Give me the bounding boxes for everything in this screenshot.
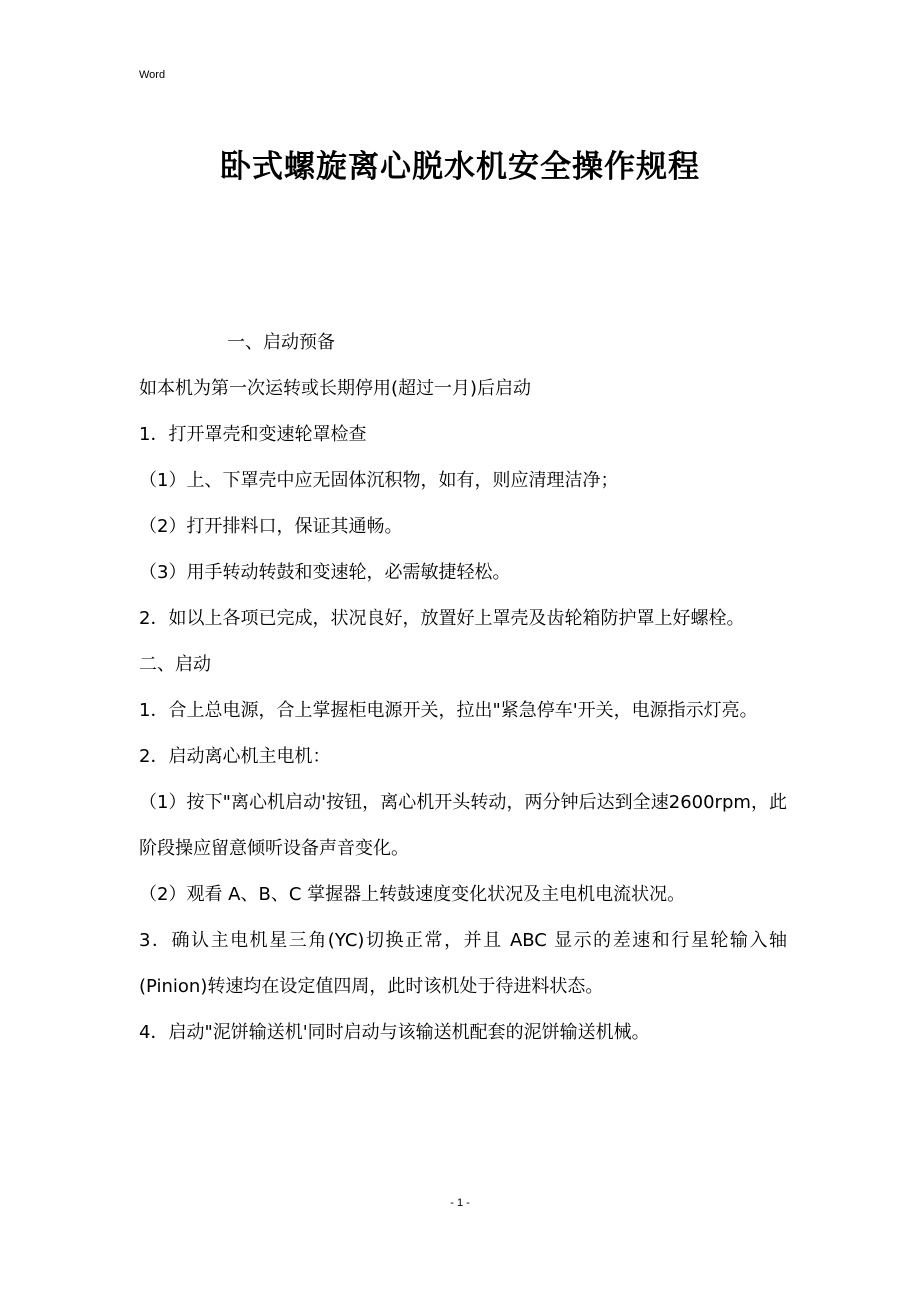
section-heading-startup: 二、启动 (139, 654, 211, 675)
section-heading-startup-prep: 一、启动预备 (227, 332, 335, 353)
paragraph: 3．确认主电机星三角(YC)切换正常，并且 ABC 显示的差速和行星轮输入轴(Pinion)转速均在设定值四周，此时该机处于待进料状态。 (139, 930, 787, 997)
paragraph: 2．如以上各项已完成，状况良好，放置好上罩壳及齿轮箱防护罩上好螺栓。 (139, 608, 745, 629)
paragraph: 如本机为第一次运转或长期停用(超过一月)后启动 (139, 378, 532, 399)
paragraph: （1）上、下罩壳中应无固体沉积物，如有，则应清理洁净； (139, 470, 619, 491)
paragraph: （2）观看 A、B、C 掌握器上转鼓速度变化状况及主电机电流状况。 (139, 884, 686, 905)
paragraph: （3）用手转动转鼓和变速轮，必需敏捷轻松。 (139, 562, 511, 583)
paragraph: 2．启动离心机主电机： (139, 746, 331, 767)
paragraph: 1．打开罩壳和变速轮罩检查 (139, 424, 367, 445)
paragraph: 1．合上总电源，合上掌握柜电源开关，拉出"紧急停车'开关，电源指示灯亮。 (139, 700, 758, 721)
document-body (139, 320, 787, 1056)
paragraph: （1）按下"离心机启动'按钮，离心机开头转动，两分钟后达到全速2600rpm，此阶段操应留意倾听设备声音变化。 (139, 792, 787, 859)
page-number: - 1 - (450, 1197, 470, 1209)
paragraph: 4．启动"泥饼输送机'同时启动与该输送机配套的泥饼输送机械。 (139, 1022, 650, 1043)
document-title: 卧式螺旋离心脱水机安全操作规程 (220, 149, 700, 185)
header-label: Word (139, 69, 166, 81)
paragraph: （2）打开排料口，保证其通畅。 (139, 516, 403, 537)
